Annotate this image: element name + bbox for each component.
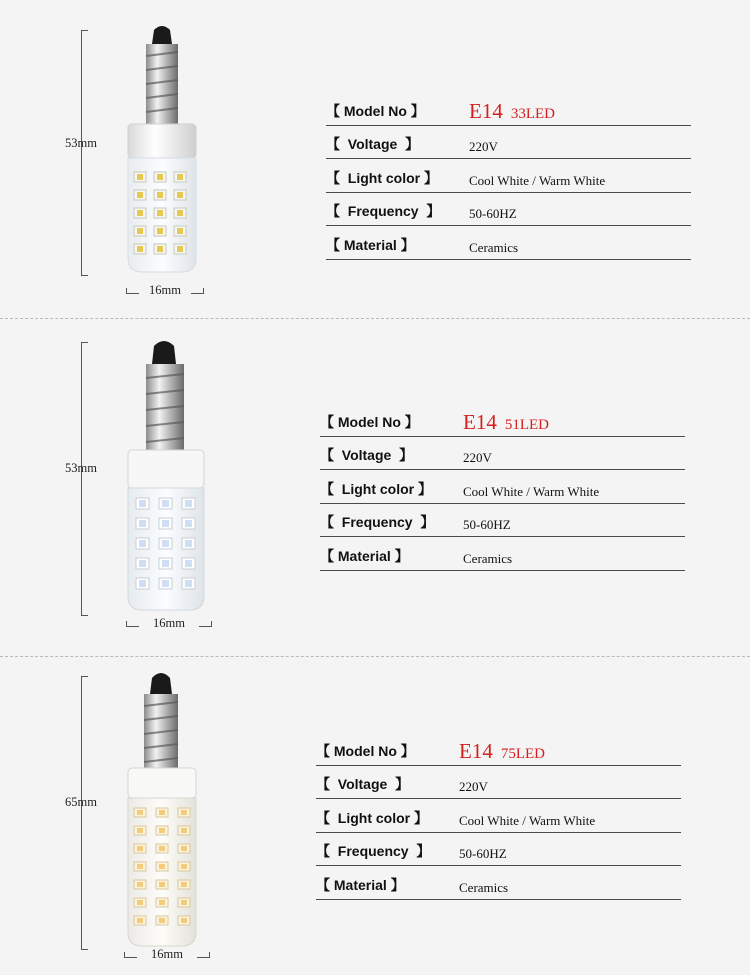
spec-value-material: Ceramics — [463, 550, 513, 566]
spec-row-model — [316, 732, 681, 766]
spec-key-material: 【 Material 】 — [326, 236, 415, 253]
width-dimension-bracket — [126, 283, 204, 297]
spec-value-voltage: 220V — [459, 779, 488, 794]
height-label: 53mm — [65, 136, 97, 150]
height-dimension-bracket — [81, 30, 88, 276]
spec-key-frequency: 【 Frequency 】 — [320, 514, 435, 530]
width-dimension-bracket — [124, 947, 210, 961]
spec-row-voltage — [316, 766, 681, 800]
spec-row-frequency — [326, 193, 691, 227]
led-corn-bulb-image — [116, 668, 208, 950]
section-divider — [0, 656, 750, 657]
spec-value-material: Ceramics — [459, 879, 509, 895]
spec-key-light-color: 【 Light color 】 — [316, 809, 428, 826]
height-dimension-bracket — [81, 676, 88, 950]
spec-key-frequency: 【 Frequency 】 — [326, 203, 441, 219]
spec-key-material: 【 Material 】 — [320, 547, 409, 564]
spec-row-frequency — [316, 833, 681, 867]
spec-key-light-color: 【 Light color 】 — [326, 169, 438, 186]
spec-row-material — [316, 866, 681, 900]
spec-row-light-color — [326, 159, 691, 193]
spec-value-voltage: 220V — [463, 450, 492, 465]
spec-row-light-color — [320, 470, 685, 504]
width-label: 16mm — [151, 947, 183, 961]
spec-row-voltage — [326, 126, 691, 160]
width-dimension-bracket — [126, 616, 212, 630]
spec-value-voltage: 220V — [469, 139, 498, 154]
spec-key-model: 【 Model No 】 — [320, 413, 419, 430]
spec-row-material — [320, 537, 685, 571]
section-divider — [0, 318, 750, 319]
model-number: E14 33LED — [469, 98, 555, 123]
spec-value-light-color: Cool White / Warm White — [463, 483, 600, 499]
spec-key-model: 【 Model No 】 — [316, 742, 415, 759]
width-label: 16mm — [153, 616, 185, 630]
spec-key-frequency: 【 Frequency 】 — [316, 843, 431, 859]
height-label: 65mm — [65, 795, 97, 809]
spec-value-frequency: 50-60HZ — [463, 517, 511, 532]
spec-key-light-color: 【 Light color 】 — [320, 480, 432, 497]
spec-row-material — [326, 226, 691, 260]
spec-row-frequency — [320, 504, 685, 538]
spec-key-voltage: 【 Voltage 】 — [316, 776, 410, 792]
spec-key-voltage: 【 Voltage 】 — [320, 447, 414, 463]
spec-value-frequency: 50-60HZ — [459, 846, 507, 861]
spec-value-light-color: Cool White / Warm White — [469, 172, 606, 188]
model-number: E14 51LED — [463, 409, 549, 434]
model-number: E14 75LED — [459, 738, 545, 763]
spec-key-material: 【 Material 】 — [316, 876, 405, 893]
spec-row-light-color — [316, 799, 681, 833]
height-dimension-bracket — [81, 342, 88, 616]
spec-row-model — [320, 403, 685, 437]
spec-key-voltage: 【 Voltage 】 — [326, 136, 420, 152]
spec-row-voltage — [320, 437, 685, 471]
spec-key-model: 【 Model No 】 — [326, 102, 425, 119]
spec-table — [320, 403, 685, 571]
led-corn-bulb-image — [118, 334, 214, 616]
height-label: 53mm — [65, 461, 97, 475]
spec-row-model — [326, 92, 691, 126]
spec-value-frequency: 50-60HZ — [469, 206, 517, 221]
spec-value-light-color: Cool White / Warm White — [459, 812, 596, 828]
led-corn-bulb-image — [118, 22, 206, 280]
spec-value-material: Ceramics — [469, 239, 519, 255]
width-label: 16mm — [149, 283, 181, 297]
spec-table — [316, 732, 681, 900]
spec-table — [326, 92, 691, 260]
